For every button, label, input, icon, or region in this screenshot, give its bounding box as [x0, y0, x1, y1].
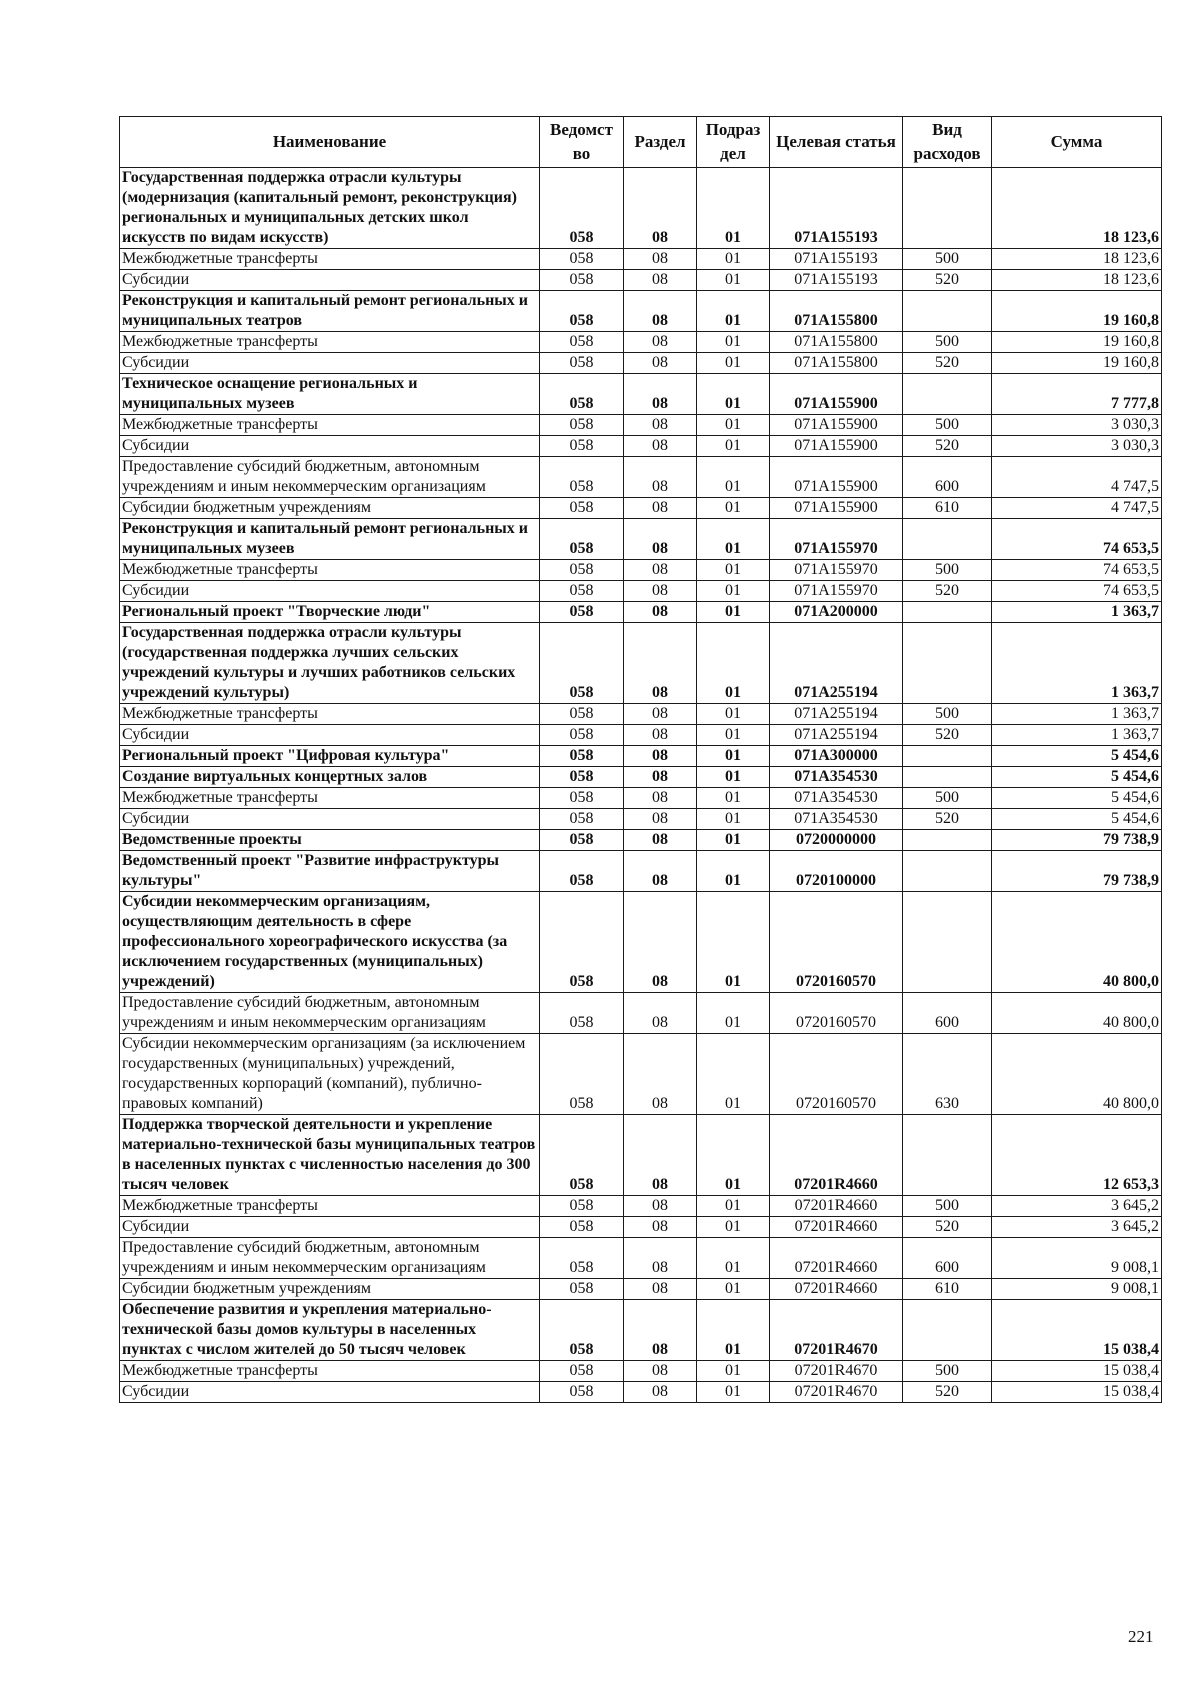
- cell-dept: 058: [540, 704, 624, 725]
- cell-target: 07201R4660: [770, 1279, 903, 1300]
- cell-dept: 058: [540, 168, 624, 249]
- cell-section: 08: [624, 1382, 697, 1403]
- cell-subsection: 01: [697, 788, 770, 809]
- cell-exptype: 600: [903, 457, 992, 498]
- cell-exptype: 500: [903, 560, 992, 581]
- cell-subsection: 01: [697, 1238, 770, 1279]
- cell-name: Субсидии: [120, 809, 540, 830]
- cell-dept: 058: [540, 602, 624, 623]
- cell-name: Поддержка творческой деятельности и укрепление материально-технической базы муниципальных театров в населенных пунктах с численностью населения до 300 тысяч человек: [120, 1115, 540, 1196]
- cell-sum: 40 800,0: [992, 993, 1162, 1034]
- cell-exptype: 520: [903, 270, 992, 291]
- cell-subsection: 01: [697, 353, 770, 374]
- cell-dept: 058: [540, 436, 624, 457]
- page-number: 221: [1128, 1627, 1154, 1646]
- table-row: [120, 291, 1162, 332]
- cell-dept: 058: [540, 851, 624, 892]
- budget-table: [119, 116, 1162, 1403]
- cell-subsection: 01: [697, 1196, 770, 1217]
- cell-sum: 1 363,7: [992, 602, 1162, 623]
- cell-dept: 058: [540, 1382, 624, 1403]
- cell-subsection: 01: [697, 291, 770, 332]
- table-row: [120, 892, 1162, 993]
- cell-subsection: 01: [697, 725, 770, 746]
- cell-dept: 058: [540, 1217, 624, 1238]
- cell-section: 08: [624, 767, 697, 788]
- cell-target: 071A200000: [770, 602, 903, 623]
- cell-exptype: 520: [903, 1382, 992, 1403]
- table-row: [120, 249, 1162, 270]
- table-row: [120, 1382, 1162, 1403]
- cell-name: Межбюджетные трансферты: [120, 249, 540, 270]
- table-row: [120, 353, 1162, 374]
- cell-section: 08: [624, 353, 697, 374]
- cell-dept: 058: [540, 374, 624, 415]
- cell-dept: 058: [540, 830, 624, 851]
- cell-exptype: 500: [903, 332, 992, 353]
- cell-target: 0720100000: [770, 851, 903, 892]
- cell-target: 071A155970: [770, 560, 903, 581]
- cell-sum: 18 123,6: [992, 270, 1162, 291]
- cell-exptype: 520: [903, 581, 992, 602]
- cell-name: Обеспечение развития и укрепления материально-технической базы домов культуры в населенных пунктах с числом жителей до 50 тысяч человек: [120, 1300, 540, 1361]
- cell-dept: 058: [540, 746, 624, 767]
- cell-sum: 79 738,9: [992, 830, 1162, 851]
- cell-exptype: 520: [903, 436, 992, 457]
- cell-subsection: 01: [697, 581, 770, 602]
- table-row: [120, 560, 1162, 581]
- cell-dept: 058: [540, 249, 624, 270]
- table-row: [120, 830, 1162, 851]
- cell-section: 08: [624, 581, 697, 602]
- table-row: [120, 436, 1162, 457]
- cell-name: Межбюджетные трансферты: [120, 415, 540, 436]
- cell-name: Межбюджетные трансферты: [120, 1361, 540, 1382]
- cell-subsection: 01: [697, 270, 770, 291]
- cell-target: 0720000000: [770, 830, 903, 851]
- cell-dept: 058: [540, 415, 624, 436]
- cell-dept: 058: [540, 353, 624, 374]
- cell-name: Государственная поддержка отрасли культуры (государственная поддержка лучших сельских учреждений культуры и лучших работников сельских учреждений культуры): [120, 623, 540, 704]
- cell-target: 071A155900: [770, 498, 903, 519]
- table-row: [120, 788, 1162, 809]
- table-row: [120, 725, 1162, 746]
- cell-target: 071A255194: [770, 623, 903, 704]
- cell-sum: 3 030,3: [992, 436, 1162, 457]
- cell-subsection: 01: [697, 892, 770, 993]
- cell-section: 08: [624, 809, 697, 830]
- cell-name: Субсидии некоммерческим организациям, осуществляющим деятельность в сфере профессионального хореографического искусства (за исключением государственных (муниципальных) учреждений): [120, 892, 540, 993]
- cell-exptype: 500: [903, 1361, 992, 1382]
- cell-name: Межбюджетные трансферты: [120, 788, 540, 809]
- cell-subsection: 01: [697, 415, 770, 436]
- cell-exptype: [903, 623, 992, 704]
- cell-sum: 7 777,8: [992, 374, 1162, 415]
- table-row: [120, 498, 1162, 519]
- cell-sum: 40 800,0: [992, 892, 1162, 993]
- cell-exptype: 600: [903, 993, 992, 1034]
- cell-subsection: 01: [697, 851, 770, 892]
- cell-section: 08: [624, 993, 697, 1034]
- cell-exptype: [903, 767, 992, 788]
- cell-target: 071A255194: [770, 704, 903, 725]
- cell-dept: 058: [540, 1196, 624, 1217]
- cell-target: 071A354530: [770, 767, 903, 788]
- cell-exptype: 610: [903, 498, 992, 519]
- cell-target: 0720160570: [770, 993, 903, 1034]
- cell-exptype: 520: [903, 809, 992, 830]
- cell-exptype: [903, 374, 992, 415]
- cell-exptype: [903, 746, 992, 767]
- cell-name: Межбюджетные трансферты: [120, 1196, 540, 1217]
- cell-target: 071A155800: [770, 353, 903, 374]
- cell-exptype: [903, 519, 992, 560]
- cell-subsection: 01: [697, 519, 770, 560]
- cell-dept: 058: [540, 457, 624, 498]
- cell-section: 08: [624, 1115, 697, 1196]
- cell-dept: 058: [540, 767, 624, 788]
- cell-target: 071A155900: [770, 415, 903, 436]
- cell-exptype: [903, 892, 992, 993]
- cell-subsection: 01: [697, 809, 770, 830]
- header-target: Целевая статья: [770, 117, 903, 168]
- cell-exptype: 520: [903, 353, 992, 374]
- table-row: [120, 1196, 1162, 1217]
- cell-sum: 18 123,6: [992, 168, 1162, 249]
- cell-name: Межбюджетные трансферты: [120, 560, 540, 581]
- header-dept: Ведомст во: [540, 117, 624, 168]
- cell-name: Субсидии: [120, 1382, 540, 1403]
- cell-sum: 3 645,2: [992, 1196, 1162, 1217]
- cell-subsection: 01: [697, 1361, 770, 1382]
- cell-sum: 74 653,5: [992, 560, 1162, 581]
- cell-sum: 15 038,4: [992, 1361, 1162, 1382]
- cell-target: 071A255194: [770, 725, 903, 746]
- cell-section: 08: [624, 623, 697, 704]
- cell-exptype: 500: [903, 1196, 992, 1217]
- cell-exptype: [903, 602, 992, 623]
- table-row: [120, 332, 1162, 353]
- cell-section: 08: [624, 892, 697, 993]
- cell-subsection: 01: [697, 560, 770, 581]
- cell-subsection: 01: [697, 1217, 770, 1238]
- cell-exptype: 500: [903, 415, 992, 436]
- cell-dept: 058: [540, 1034, 624, 1115]
- cell-subsection: 01: [697, 830, 770, 851]
- cell-sum: 5 454,6: [992, 746, 1162, 767]
- cell-sum: 4 747,5: [992, 457, 1162, 498]
- cell-target: 071A354530: [770, 809, 903, 830]
- cell-subsection: 01: [697, 249, 770, 270]
- header-subsection: Подраз дел: [697, 117, 770, 168]
- cell-name: Субсидии: [120, 581, 540, 602]
- cell-section: 08: [624, 498, 697, 519]
- table-row: [120, 1034, 1162, 1115]
- table-row: [120, 851, 1162, 892]
- table-row: [120, 168, 1162, 249]
- cell-exptype: 500: [903, 704, 992, 725]
- cell-sum: 3 645,2: [992, 1217, 1162, 1238]
- cell-section: 08: [624, 168, 697, 249]
- cell-sum: 9 008,1: [992, 1279, 1162, 1300]
- cell-dept: 058: [540, 1279, 624, 1300]
- cell-name: Субсидии: [120, 725, 540, 746]
- cell-subsection: 01: [697, 704, 770, 725]
- cell-sum: 4 747,5: [992, 498, 1162, 519]
- cell-target: 07201R4660: [770, 1238, 903, 1279]
- cell-exptype: [903, 830, 992, 851]
- cell-exptype: 630: [903, 1034, 992, 1115]
- cell-dept: 058: [540, 291, 624, 332]
- cell-section: 08: [624, 560, 697, 581]
- cell-name: Ведомственные проекты: [120, 830, 540, 851]
- cell-sum: 15 038,4: [992, 1382, 1162, 1403]
- cell-dept: 058: [540, 332, 624, 353]
- cell-exptype: 500: [903, 788, 992, 809]
- cell-name: Предоставление субсидий бюджетным, автономным учреждениям и иным некоммерческим организациям: [120, 993, 540, 1034]
- cell-section: 08: [624, 1238, 697, 1279]
- cell-exptype: 600: [903, 1238, 992, 1279]
- cell-sum: 19 160,8: [992, 353, 1162, 374]
- cell-section: 08: [624, 519, 697, 560]
- cell-dept: 058: [540, 993, 624, 1034]
- cell-dept: 058: [540, 809, 624, 830]
- cell-sum: 74 653,5: [992, 519, 1162, 560]
- table-row: [120, 374, 1162, 415]
- cell-section: 08: [624, 249, 697, 270]
- cell-exptype: 520: [903, 1217, 992, 1238]
- table-row: [120, 623, 1162, 704]
- cell-dept: 058: [540, 1238, 624, 1279]
- cell-target: 071A155193: [770, 270, 903, 291]
- cell-section: 08: [624, 457, 697, 498]
- cell-subsection: 01: [697, 436, 770, 457]
- cell-dept: 058: [540, 581, 624, 602]
- cell-sum: 19 160,8: [992, 291, 1162, 332]
- cell-name: Субсидии: [120, 353, 540, 374]
- cell-sum: 5 454,6: [992, 788, 1162, 809]
- cell-dept: 058: [540, 623, 624, 704]
- cell-target: 07201R4670: [770, 1300, 903, 1361]
- cell-subsection: 01: [697, 498, 770, 519]
- table-row: [120, 1115, 1162, 1196]
- cell-subsection: 01: [697, 1279, 770, 1300]
- cell-name: Субсидии некоммерческим организациям (за исключением государственных (муниципальных) учреждений, государственных корпораций (компаний), публично-правовых компаний): [120, 1034, 540, 1115]
- cell-exptype: [903, 168, 992, 249]
- cell-exptype: [903, 1115, 992, 1196]
- header-sum: Сумма: [992, 117, 1162, 168]
- cell-dept: 058: [540, 725, 624, 746]
- cell-target: 0720160570: [770, 1034, 903, 1115]
- cell-section: 08: [624, 602, 697, 623]
- cell-name: Субсидии: [120, 436, 540, 457]
- cell-section: 08: [624, 1217, 697, 1238]
- cell-sum: 5 454,6: [992, 767, 1162, 788]
- cell-sum: 9 008,1: [992, 1238, 1162, 1279]
- cell-subsection: 01: [697, 168, 770, 249]
- cell-target: 071A155900: [770, 436, 903, 457]
- cell-sum: 1 363,7: [992, 704, 1162, 725]
- table-row: [120, 1361, 1162, 1382]
- cell-subsection: 01: [697, 1034, 770, 1115]
- cell-section: 08: [624, 725, 697, 746]
- cell-section: 08: [624, 1279, 697, 1300]
- table-row: [120, 415, 1162, 436]
- cell-name: Региональный проект "Цифровая культура": [120, 746, 540, 767]
- cell-subsection: 01: [697, 602, 770, 623]
- table-row: [120, 993, 1162, 1034]
- cell-name: Предоставление субсидий бюджетным, автономным учреждениям и иным некоммерческим организациям: [120, 1238, 540, 1279]
- cell-name: Субсидии: [120, 270, 540, 291]
- cell-target: 071A155800: [770, 291, 903, 332]
- table-header-row: [120, 117, 1162, 168]
- cell-exptype: [903, 1300, 992, 1361]
- table-row: [120, 746, 1162, 767]
- table-row: [120, 270, 1162, 291]
- cell-target: 07201R4660: [770, 1196, 903, 1217]
- cell-section: 08: [624, 291, 697, 332]
- cell-subsection: 01: [697, 993, 770, 1034]
- cell-dept: 058: [540, 788, 624, 809]
- cell-sum: 40 800,0: [992, 1034, 1162, 1115]
- cell-sum: 1 363,7: [992, 725, 1162, 746]
- cell-subsection: 01: [697, 1300, 770, 1361]
- cell-name: Региональный проект "Творческие люди": [120, 602, 540, 623]
- cell-name: Межбюджетные трансферты: [120, 704, 540, 725]
- cell-dept: 058: [540, 270, 624, 291]
- cell-name: Техническое оснащение региональных и муниципальных музеев: [120, 374, 540, 415]
- cell-dept: 058: [540, 892, 624, 993]
- cell-section: 08: [624, 332, 697, 353]
- cell-target: 071A155900: [770, 457, 903, 498]
- cell-subsection: 01: [697, 332, 770, 353]
- cell-sum: 15 038,4: [992, 1300, 1162, 1361]
- table-row: [120, 1238, 1162, 1279]
- cell-subsection: 01: [697, 457, 770, 498]
- cell-exptype: 500: [903, 249, 992, 270]
- table-row: [120, 704, 1162, 725]
- cell-target: 071A155970: [770, 519, 903, 560]
- cell-target: 071A300000: [770, 746, 903, 767]
- cell-dept: 058: [540, 519, 624, 560]
- cell-target: 0720160570: [770, 892, 903, 993]
- cell-subsection: 01: [697, 746, 770, 767]
- cell-target: 071A155900: [770, 374, 903, 415]
- cell-subsection: 01: [697, 1115, 770, 1196]
- table-row: [120, 1279, 1162, 1300]
- cell-dept: 058: [540, 1300, 624, 1361]
- header-section: Раздел: [624, 117, 697, 168]
- cell-exptype: 610: [903, 1279, 992, 1300]
- cell-exptype: [903, 851, 992, 892]
- cell-name: Реконструкция и капитальный ремонт региональных и муниципальных театров: [120, 291, 540, 332]
- cell-subsection: 01: [697, 1382, 770, 1403]
- cell-section: 08: [624, 436, 697, 457]
- cell-subsection: 01: [697, 623, 770, 704]
- table-row: [120, 1300, 1162, 1361]
- cell-target: 07201R4670: [770, 1361, 903, 1382]
- cell-subsection: 01: [697, 767, 770, 788]
- cell-sum: 18 123,6: [992, 249, 1162, 270]
- cell-section: 08: [624, 1361, 697, 1382]
- cell-target: 071A155800: [770, 332, 903, 353]
- cell-section: 08: [624, 746, 697, 767]
- cell-section: 08: [624, 704, 697, 725]
- cell-section: 08: [624, 1196, 697, 1217]
- cell-section: 08: [624, 374, 697, 415]
- cell-name: Ведомственный проект "Развитие инфраструктуры культуры": [120, 851, 540, 892]
- table-row: [120, 519, 1162, 560]
- cell-exptype: [903, 291, 992, 332]
- cell-exptype: 520: [903, 725, 992, 746]
- cell-target: 07201R4660: [770, 1217, 903, 1238]
- cell-sum: 12 653,3: [992, 1115, 1162, 1196]
- cell-section: 08: [624, 270, 697, 291]
- table-row: [120, 602, 1162, 623]
- cell-dept: 058: [540, 560, 624, 581]
- cell-dept: 058: [540, 1115, 624, 1196]
- cell-subsection: 01: [697, 374, 770, 415]
- cell-sum: 79 738,9: [992, 851, 1162, 892]
- cell-name: Субсидии бюджетным учреждениям: [120, 1279, 540, 1300]
- cell-name: Субсидии: [120, 1217, 540, 1238]
- cell-name: Субсидии бюджетным учреждениям: [120, 498, 540, 519]
- cell-name: Межбюджетные трансферты: [120, 332, 540, 353]
- cell-sum: 19 160,8: [992, 332, 1162, 353]
- cell-sum: 5 454,6: [992, 809, 1162, 830]
- cell-target: 071A155970: [770, 581, 903, 602]
- cell-target: 071A155193: [770, 249, 903, 270]
- cell-name: Создание виртуальных концертных залов: [120, 767, 540, 788]
- cell-section: 08: [624, 1300, 697, 1361]
- cell-sum: 74 653,5: [992, 581, 1162, 602]
- cell-section: 08: [624, 788, 697, 809]
- cell-target: 071A155193: [770, 168, 903, 249]
- table-row: [120, 457, 1162, 498]
- cell-target: 07201R4660: [770, 1115, 903, 1196]
- table-row: [120, 809, 1162, 830]
- header-exptype: Вид расходов: [903, 117, 992, 168]
- cell-name: Предоставление субсидий бюджетным, автономным учреждениям и иным некоммерческим организациям: [120, 457, 540, 498]
- cell-section: 08: [624, 1034, 697, 1115]
- cell-section: 08: [624, 415, 697, 436]
- cell-name: Государственная поддержка отрасли культуры (модернизация (капитальный ремонт, реконструкция) региональных и муниципальных детских школ искусств по видам искусств): [120, 168, 540, 249]
- cell-target: 07201R4670: [770, 1382, 903, 1403]
- cell-section: 08: [624, 830, 697, 851]
- cell-sum: 1 363,7: [992, 623, 1162, 704]
- cell-name: Реконструкция и капитальный ремонт региональных и муниципальных музеев: [120, 519, 540, 560]
- cell-section: 08: [624, 851, 697, 892]
- cell-sum: 3 030,3: [992, 415, 1162, 436]
- cell-dept: 058: [540, 498, 624, 519]
- cell-target: 071A354530: [770, 788, 903, 809]
- table-row: [120, 767, 1162, 788]
- table-row: [120, 1217, 1162, 1238]
- header-name: Наименование: [120, 117, 540, 168]
- cell-dept: 058: [540, 1361, 624, 1382]
- table-row: [120, 581, 1162, 602]
